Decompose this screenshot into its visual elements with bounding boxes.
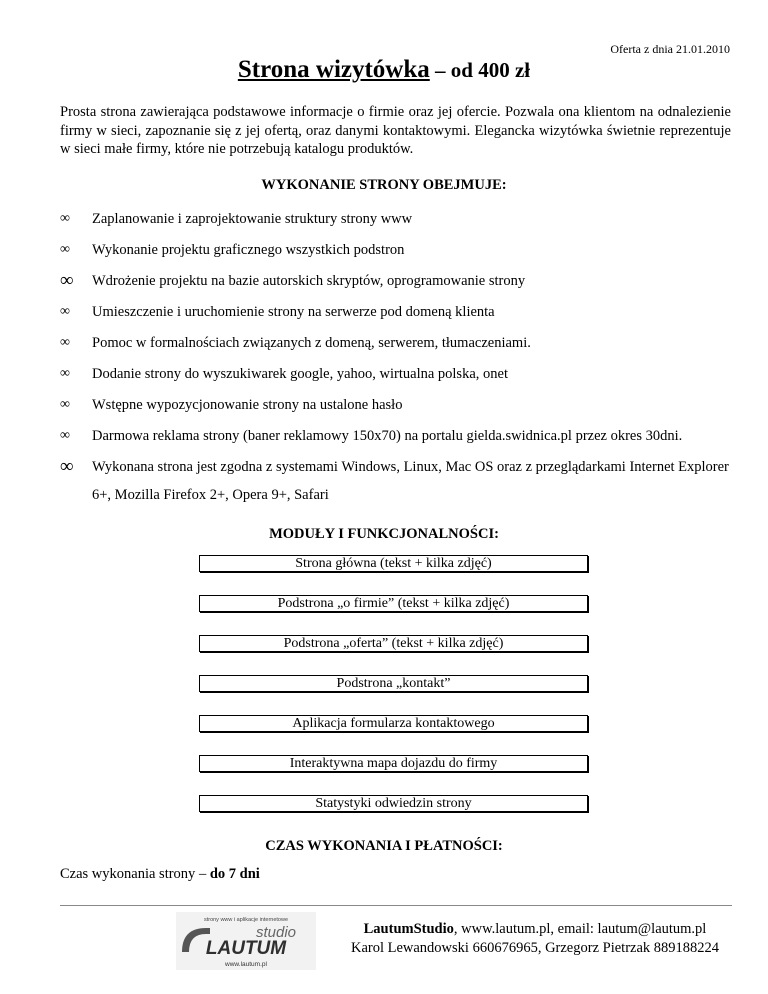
logo-url: www.lautum.pl bbox=[225, 961, 267, 968]
intro-paragraph: Prosta strona zawierająca podstawowe informacje o firmie oraz jej ofercie. Pozwala ona klientom na odnalezienie firmy w sieci, zapoznanie się z jej ofertą, oraz danymi kontaktowymi. Elegancka wizytówka świetnie reprezentuje w sieci małe firmy, które nie potrzebują katalogu produktów. bbox=[60, 104, 731, 157]
infinity-bullet-icon: ∞ bbox=[60, 456, 74, 477]
infinity-bullet-icon: ∞ bbox=[60, 397, 70, 412]
module-box: Statystyki odwiedzin strony bbox=[199, 795, 588, 812]
module-box: Strona główna (tekst + kilka zdjęć) bbox=[199, 555, 588, 572]
infinity-bullet-icon: ∞ bbox=[60, 211, 70, 226]
scope-item: ∞ Wdrożenie projektu na bazie autorskich skryptów, oprogramowanie strony bbox=[60, 267, 740, 295]
modules-heading: MODUŁY I FUNKCJONALNOŚCI: bbox=[269, 526, 499, 542]
infinity-bullet-icon: ∞ bbox=[60, 366, 70, 381]
completion-time: Czas wykonania strony – do 7 dni bbox=[60, 866, 260, 882]
completion-time-value: do 7 dni bbox=[209, 866, 260, 882]
lautum-studio-logo bbox=[176, 912, 316, 970]
module-box: Interaktywna mapa dojazdu do firmy bbox=[199, 755, 588, 772]
infinity-bullet-icon: ∞ bbox=[60, 428, 70, 443]
scope-item: ∞ Darmowa reklama strony (baner reklamowy 150x70) na portalu gielda.swidnica.pl przez okres 30dni. bbox=[60, 422, 740, 450]
logo-word-studio: studio bbox=[255, 924, 296, 941]
modules-list bbox=[199, 555, 590, 835]
logo-tagline: strony www i aplikacje internetowe bbox=[203, 917, 289, 923]
scope-item: ∞ Wstępne wypozycjonowanie strony na ustalone hasło bbox=[60, 391, 740, 419]
scope-item: ∞ Wykonanie projektu graficznego wszystkich podstron bbox=[60, 236, 740, 264]
scope-item: ∞ Zaplanowanie i zaprojektowanie struktury strony www bbox=[60, 205, 740, 233]
infinity-bullet-icon: ∞ bbox=[60, 242, 70, 257]
scope-item: ∞ Pomoc w formalnościach związanych z domeną, serwerem, tłumaczeniami. bbox=[60, 329, 740, 357]
contact-line-2: Karol Lewandowski 660676965, Grzegorz Pietrzak 889188224 bbox=[350, 940, 720, 956]
footer-divider bbox=[60, 905, 732, 906]
company-name: LautumStudio bbox=[363, 921, 454, 937]
page-title bbox=[0, 56, 768, 84]
scope-item: ∞ Umieszczenie i uruchomienie strony na serwerze pod domeną klienta bbox=[60, 298, 740, 326]
module-box: Podstrona „kontakt” bbox=[199, 675, 588, 692]
module-box: Aplikacja formularza kontaktowego bbox=[199, 715, 588, 732]
contact-line-1: LautumStudio, www.lautum.pl, email: lautum@lautum.pl bbox=[363, 921, 707, 937]
scope-list bbox=[60, 205, 740, 512]
offer-date: Oferta z dnia 21.01.2010 bbox=[610, 42, 730, 56]
module-box: Podstrona „o firmie” (tekst + kilka zdjęć) bbox=[199, 595, 588, 612]
logo-word-lautum: LAUTUM bbox=[205, 938, 287, 959]
infinity-bullet-icon: ∞ bbox=[60, 270, 74, 291]
scope-heading: WYKONANIE STRONY OBEJMUJE: bbox=[261, 177, 507, 193]
page-title-main: Strona wizytówka bbox=[237, 56, 430, 83]
module-box: Podstrona „oferta” (tekst + kilka zdjęć) bbox=[199, 635, 588, 652]
scope-item: ∞ Dodanie strony do wyszukiwarek google, yahoo, wirtualna polska, onet bbox=[60, 360, 740, 388]
scope-item: ∞ Wykonana strona jest zgodna z systemami Windows, Linux, Mac OS oraz z przeglądarkami Internet Explorer 6+, Mozilla Firefox 2+, Opera 9+, Safari bbox=[60, 453, 740, 509]
timing-heading: CZAS WYKONANIA I PŁATNOŚCI: bbox=[265, 838, 503, 854]
page-title-price: – od 400 zł bbox=[435, 58, 531, 82]
footer-contact bbox=[330, 920, 740, 958]
infinity-bullet-icon: ∞ bbox=[60, 335, 70, 350]
infinity-bullet-icon: ∞ bbox=[60, 304, 70, 319]
completion-time-label: Czas wykonania strony bbox=[60, 866, 196, 882]
